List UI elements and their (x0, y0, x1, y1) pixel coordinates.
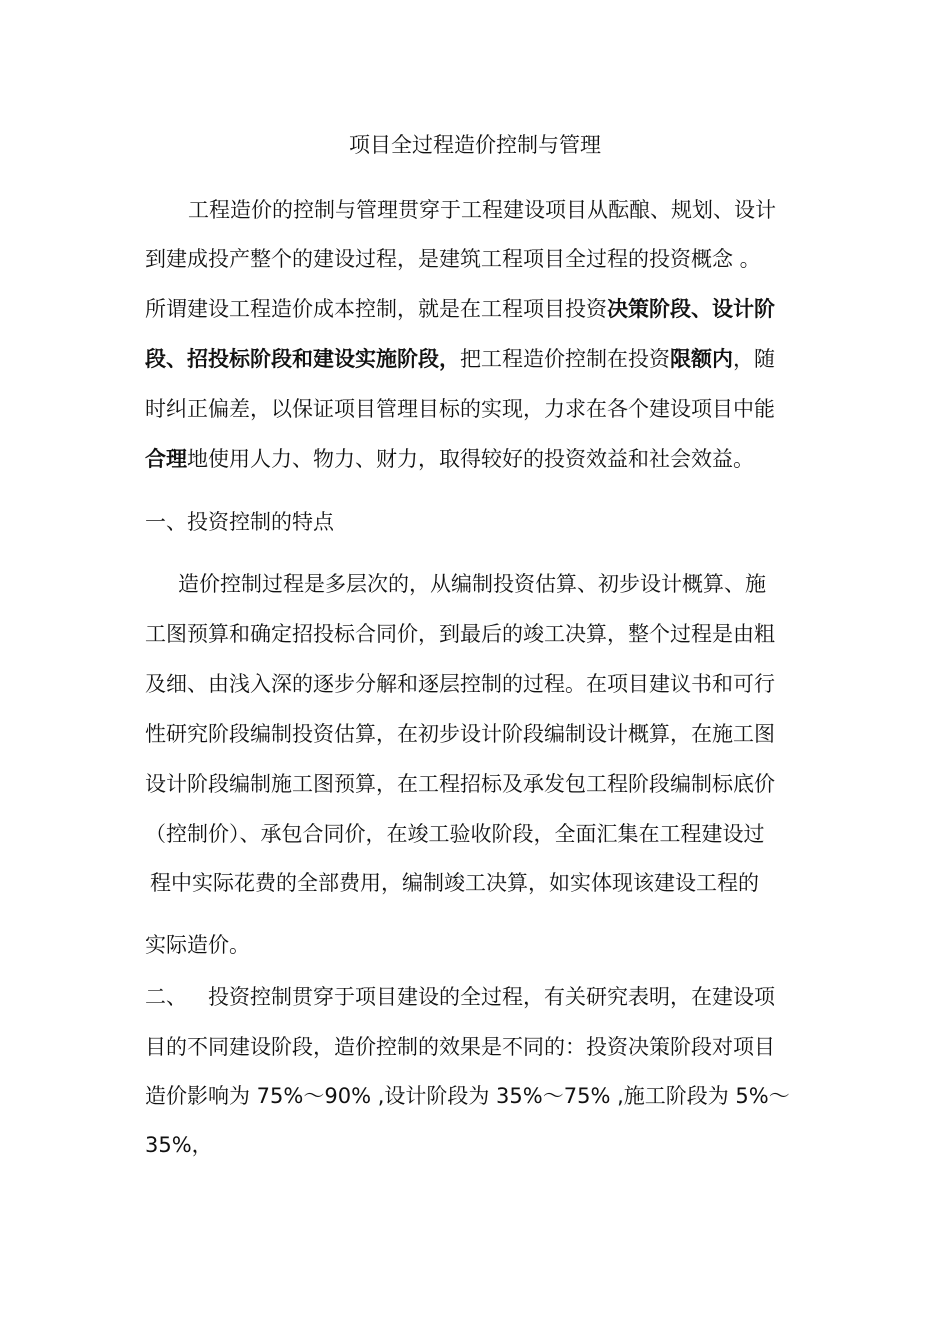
paragraph-line: 35%， (145, 1133, 213, 1157)
paragraph-line: 到建成投产整个的建设过程，是建筑工程项目全过程的投资概念 。 (145, 247, 761, 271)
text-run: ，随 (733, 347, 775, 371)
document-title: 项目全过程造价控制与管理 (349, 133, 601, 157)
paragraph-line: 设计阶段编制施工图预算，在工程招标及承发包工程阶段编制标底价 (145, 772, 775, 796)
bold-text-run: 合理 (145, 447, 187, 471)
section-heading: 一、投资控制的特点 (145, 510, 334, 534)
bold-text-run: 段、招投标阶段和建设实施阶段， (145, 347, 460, 371)
paragraph-line (145, 442, 810, 476)
paragraph-line (145, 980, 810, 1014)
text-run: 把工程造价控制在投资 (460, 347, 670, 371)
bold-text-run: 限额内 (670, 347, 733, 371)
paragraph-line: 性研究阶段编制投资估算，在初步设计阶段编制设计概算，在施工图 (145, 722, 775, 746)
text-run: 地使用人力、物力、财力，取得较好的投资效益和社会效益。 (187, 447, 754, 471)
paragraph-line: 程中实际花费的全部费用，编制竣工决算，如实体现该建设工程的 (150, 871, 759, 895)
paragraph-line: 及细、由浅入深的逐步分解和逐层控制的过程。在项目建议书和可行 (145, 672, 775, 696)
paragraph-line: 工图预算和确定招投标合同价，到最后的竣工决算，整个过程是由粗 (145, 622, 775, 646)
paragraph-line: 时纠正偏差，以保证项目管理目标的实现，力求在各个建设项目中能 (145, 397, 775, 421)
paragraph-line: （控制价）、承包合同价，在竣工验收阶段，全面汇集在工程建设过 (145, 822, 765, 846)
bold-text-run: 决策阶段、设计阶 (607, 297, 775, 321)
paragraph-line (145, 292, 810, 326)
paragraph-line: 实际造价。 (145, 933, 250, 957)
paragraph-line (145, 342, 810, 376)
paragraph-line: 目的不同建设阶段，造价控制的效果是不同的：投资决策阶段对项目 (145, 1035, 775, 1059)
section-number: 二、 (145, 985, 187, 1009)
text-run: 投资控制贯穿于项目建设的全过程，有关研究表明，在建设项 (208, 985, 775, 1009)
paragraph-line: 造价控制过程是多层次的，从编制投资估算、初步设计概算、施 (178, 572, 766, 596)
paragraph-line: 工程造价的控制与管理贯穿于工程建设项目从酝酿、规划、设计 (188, 198, 776, 222)
paragraph-line: 造价影响为 75%～90% ,设计阶段为 35%～75% ,施工阶段为 5%～ (145, 1084, 790, 1108)
text-run: 所谓建设工程造价成本控制，就是在工程项目投资 (145, 297, 607, 321)
